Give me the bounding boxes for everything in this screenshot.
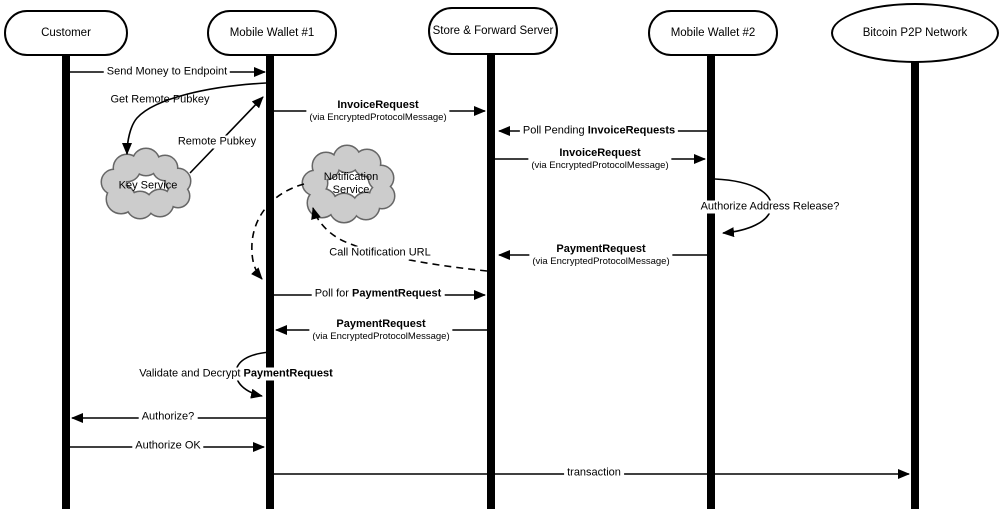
actor-bitcoin-p2p-network-label: Bitcoin P2P Network xyxy=(862,27,968,39)
message-invoice-request-1: InvoiceRequest (via EncryptedProtocolMessage) xyxy=(306,99,449,123)
actor-store-forward-server-label: Store & Forward Server xyxy=(432,25,554,37)
message-authorize-ok: Authorize OK xyxy=(132,440,203,453)
message-validate-decrypt: Validate and Decrypt PaymentRequest xyxy=(136,368,336,381)
actor-mobile-wallet-2-label: Mobile Wallet #2 xyxy=(670,27,756,39)
lifeline-mobile-wallet-2 xyxy=(707,56,715,509)
message-transaction: transaction xyxy=(564,467,624,480)
actor-mobile-wallet-1-label: Mobile Wallet #1 xyxy=(229,27,315,39)
actor-mobile-wallet-2 xyxy=(648,10,778,56)
actor-bitcoin-p2p-network xyxy=(831,3,999,63)
actor-store-forward-server xyxy=(428,7,558,55)
lifeline-bitcoin-p2p-network xyxy=(911,62,919,509)
message-send-money: Send Money to Endpoint xyxy=(104,66,230,79)
message-poll-pending: Poll Pending InvoiceRequests xyxy=(520,125,678,138)
key-service-label: Key Service xyxy=(118,179,178,192)
message-get-remote-pubkey: Get Remote Pubkey xyxy=(110,93,210,106)
message-invoice-request-2: InvoiceRequest (via EncryptedProtocolMessage) xyxy=(528,147,671,171)
lifeline-mobile-wallet-1 xyxy=(266,56,274,509)
message-payment-request-1: PaymentRequest (via EncryptedProtocolMessage) xyxy=(529,243,672,267)
notification-service-label: Notification Service xyxy=(323,171,379,196)
message-call-notification-url: Call Notification URL xyxy=(326,247,433,260)
actor-customer-label: Customer xyxy=(41,27,91,39)
message-payment-request-2: PaymentRequest (via EncryptedProtocolMessage) xyxy=(309,318,452,342)
arrow-notify-wallet1-dashed xyxy=(252,184,304,279)
actor-mobile-wallet-1 xyxy=(207,10,337,56)
message-remote-pubkey: Remote Pubkey xyxy=(175,136,259,149)
actor-customer xyxy=(4,10,128,56)
message-poll-for-payment-request: Poll for PaymentRequest xyxy=(312,288,445,301)
message-authorize-q: Authorize? xyxy=(139,411,198,424)
lifeline-store-forward-server xyxy=(487,54,495,509)
message-authorize-address-release: Authorize Address Release? xyxy=(698,201,843,214)
lifeline-customer xyxy=(62,55,70,509)
